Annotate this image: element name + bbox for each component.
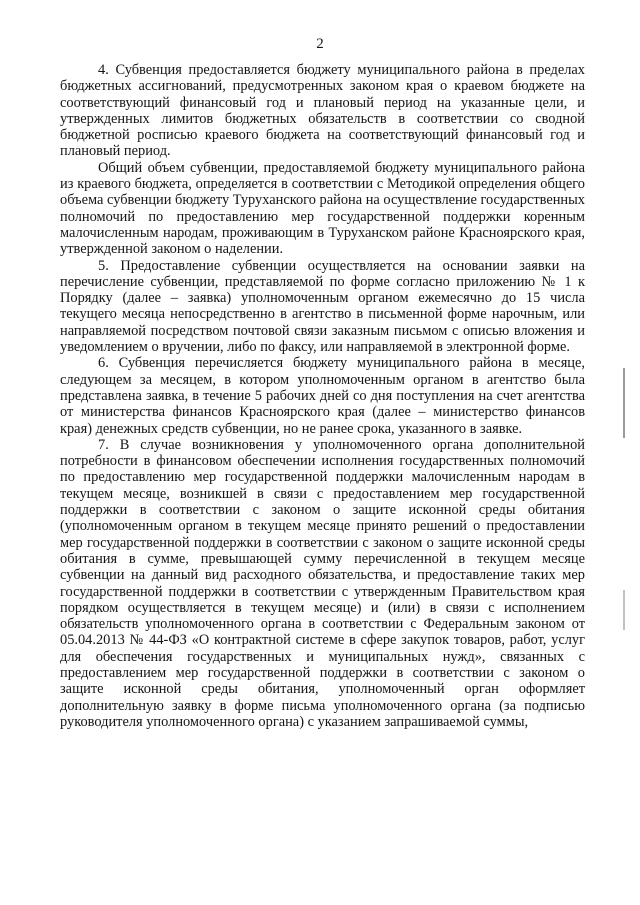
paragraph-7-additional-need: 7. В случае возникновения у уполномоченного органа дополнительной потребности в финансовом обеспечении исполнения государственных полномочий по предоставлению мер государственной поддержки малочисленным народам в текущем месяце, возникшей в связи с предоставлением мер государственной поддержки в соответствии с законом о защите исконной среды обитания (уполномоченным органом в текущем месяце принято решений о предоставлении мер государственной поддержки в соответствии с законом о защите исконной среды обитания в сумме, превышающей сумму перечисленной в текущем месяце субвенции на данный вид расходного обязательства, и предоставление таких мер государственной поддержки в соответствии с утвержденным Правительством края порядком осуществляется в текущем месяце) и (или) в связи с исполнением обязательств уполномоченного органа в соответствии с Федеральным законом от 05.04.2013 № 44-ФЗ «О контрактной системе в сфере закупок товаров, работ, услуг для обеспечения государственных и муниципальных нужд», связанных с предоставлением мер государственной поддержки в соответствии с законом о защите исконной среды обитания, уполномоченный орган оформляет дополнительную заявку в форме письма уполномоченного органа (за подписью руководителя уполномоченного органа) с указанием запрашиваемой суммы, xyxy=(60,436,585,730)
scan-margin-mark xyxy=(623,368,625,438)
paragraph-4-subvention-provision: 4. Субвенция предоставляется бюджету муниципального района в пределах бюджетных ассигнований, предусмотренных законом края о краевом бюджете на соответствующий финансовый год и плановый период на указанные цели, и утвержденных лимитов бюджетных обязательств в соответствии со сводной бюджетной росписью краевого бюджета на соответствующий финансовый год и плановый период. xyxy=(60,62,585,160)
scan-margin-mark xyxy=(623,590,625,630)
document-body xyxy=(60,62,585,730)
paragraph-5-application: 5. Предоставление субвенции осуществляется на основании заявки на перечисление субвенции, представляемой по форме согласно приложению № 1 к Порядку (далее – заявка) уполномоченным органом ежемесячно до 15 числа текущего месяца непосредственно в агентство в письменной форме нарочным, или направляемой посредством почтовой связи заказным письмом с описью вложения и уведомлением о вручении, либо по факсу, или направляемой в электронной форме. xyxy=(60,257,585,356)
page-number: 2 xyxy=(316,36,324,52)
paragraph-total-volume: Общий объем субвенции, предоставляемой бюджету муниципального района из краевого бюджета, определяется в соответствии с Методикой определения общего объема субвенции бюджету Туруханского района на осуществление государственных полномочий по предоставлению мер государственной поддержки коренным малочисленным народам, проживающим в Туруханском районе Красноярского края, утвержденной законом о наделении. xyxy=(60,159,585,258)
paragraph-6-transfer: 6. Субвенция перечисляется бюджету муниципального района в месяце, следующем за месяцем, в котором уполномоченным органом в агентство была представлена заявка, в течение 5 рабочих дней со дня поступления на счет агентства от министерства финансов Красноярского края (далее – министерство финансов края) денежных средств субвенции, но не ранее срока, указанного в заявке. xyxy=(60,355,585,437)
